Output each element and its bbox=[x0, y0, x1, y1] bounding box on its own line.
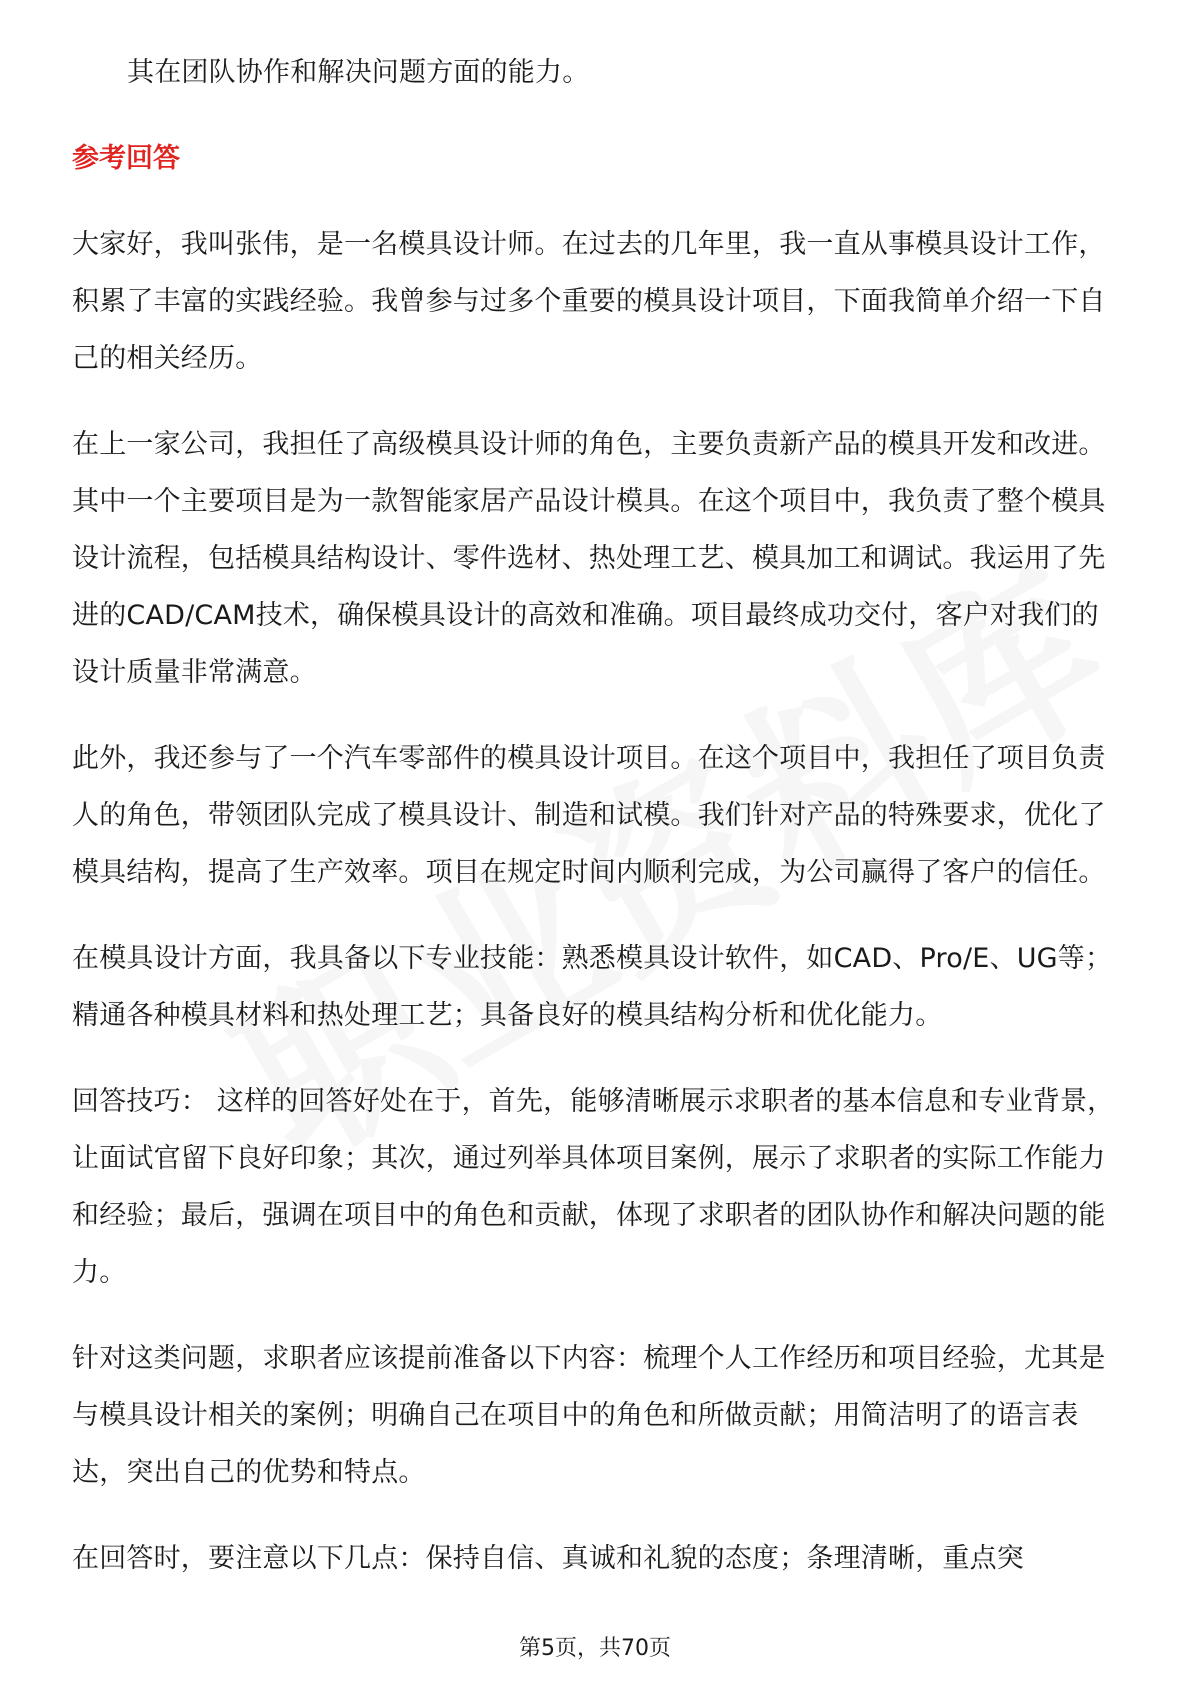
continuation-line: 其在团队协作和解决问题方面的能力。 bbox=[127, 57, 590, 88]
paragraph-skills: 在模具设计方面，我具备以下专业技能：熟悉模具设计软件，如CAD、Pro/E、UG等；精通各种模具材料和热处理工艺；具备良好的模具结构分析和优化能力。 bbox=[72, 943, 1113, 1031]
page-content bbox=[72, 44, 1120, 1587]
paragraph-answer-tips: 回答技巧： 这样的回答好处在于，首先，能够清晰展示求职者的基本信息和专业背景，让面试官留下良好印象；其次，通过列举具体项目案例，展示了求职者的实际工作能力和经验；最后，强调在项目中的角色和贡献，体现了求职者的团队协作和解决问题的能力。 bbox=[72, 1086, 1115, 1288]
section-heading: 参考回答 bbox=[72, 143, 180, 174]
paragraph-notes: 在回答时，要注意以下几点：保持自信、真诚和礼貌的态度；条理清晰，重点突 bbox=[72, 1543, 1024, 1574]
paragraph-preparation: 针对这类问题，求职者应该提前准备以下内容：梳理个人工作经历和项目经验，尤其是与模具设计相关的案例；明确自己在项目中的角色和所做贡献；用简洁明了的语言表达，突出自己的优势和特点。 bbox=[72, 1343, 1106, 1488]
paragraph-auto-parts-project: 此外，我还参与了一个汽车零部件的模具设计项目。在这个项目中，我担任了项目负责人的角色，带领团队完成了模具设计、制造和试模。我们针对产品的特殊要求，优化了模具结构，提高了生产效率。项目在规定时间内顺利完成，为公司赢得了客户的信任。 bbox=[72, 743, 1106, 888]
paragraph-intro: 大家好，我叫张伟，是一名模具设计师。在过去的几年里，我一直从事模具设计工作，积累了丰富的实践经验。我曾参与过多个重要的模具设计项目，下面我简单介绍一下自己的相关经历。 bbox=[72, 229, 1106, 374]
paragraph-previous-company: 在上一家公司，我担任了高级模具设计师的角色，主要负责新产品的模具开发和改进。其中一个主要项目是为一款智能家居产品设计模具。在这个项目中，我负责了整个模具设计流程，包括模具结构设计、零件选材、热处理工艺、模具加工和调试。我运用了先进的CAD/CAM技术，确保模具设计的高效和准确。项目最终成功交付，客户对我们的设计质量非常满意。 bbox=[72, 429, 1106, 688]
page-number: 第5页，共70页 bbox=[519, 1636, 671, 1661]
